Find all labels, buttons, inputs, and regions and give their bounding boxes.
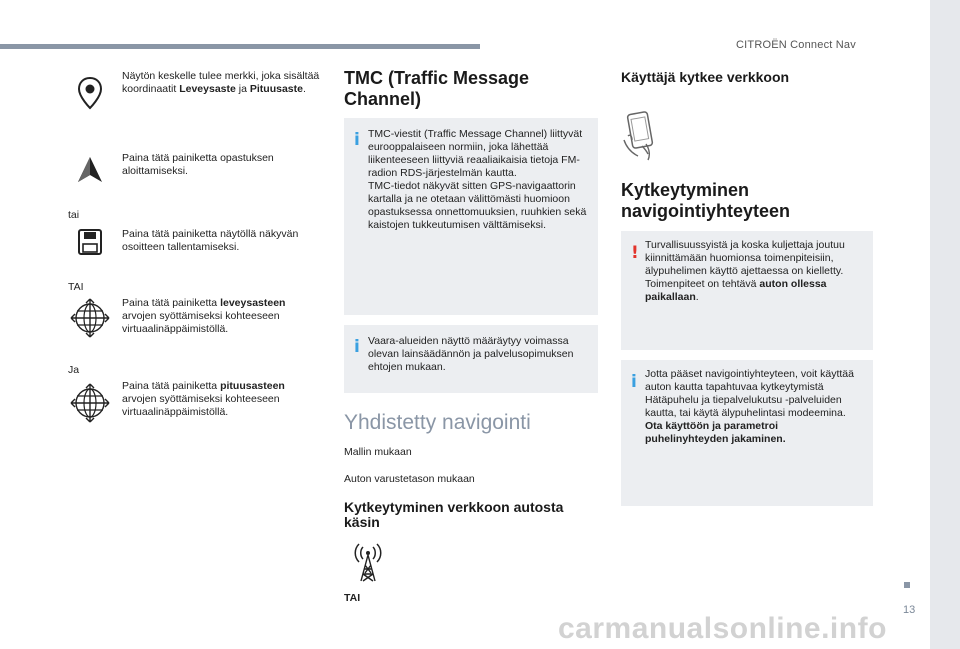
item-longitude-text: Paina tätä painiketta pituusasteen arvojen syöttämiseksi kohteeseen virtuaalinäppäimistöllä. — [122, 380, 285, 418]
item-latitude-text: Paina tätä painiketta leveysasteen arvojen syöttämiseksi kohteeseen virtuaalinäppäimistöllä. — [122, 297, 286, 335]
tmc-info-p1: TMC-viestit (Traffic Message Channel) liittyvät eurooppalaiseen normiin, joka lähettää liikenteeseen liittyviä reaaliaikaisia tietoja FM-radion RDS-järjestelmän kautta. — [368, 128, 583, 179]
info-icon: i — [631, 372, 637, 392]
brand-label: CITROËN Connect Nav — [736, 39, 856, 51]
hazard-info-box — [344, 325, 598, 393]
location-pin-icon — [76, 76, 104, 110]
item-start-guidance-text: Paina tätä painiketta opastuksen aloittamiseksi. — [122, 152, 274, 177]
connected-navigation-title: Yhdistetty navigointi — [344, 411, 531, 434]
header-rule — [0, 44, 480, 49]
globe-grid-icon — [70, 298, 110, 338]
user-connection-title: Käyttäjä kytkee verkkoon — [621, 69, 790, 85]
connection-info-p1: Jotta pääset navigointiyhteyteen, voit käyttää auton kautta tapahtuvaa kytkeytymistä Hätäpuhelu ja tiepalvelukutsu -palveluiden kautta, tai käytä älypuhelintasi modeemina. — [645, 368, 854, 419]
safety-warning-p2: Toimenpiteet on tehtävä auton ollessa paikallaan. — [645, 278, 827, 303]
watermark: carmanualsonline.info — [558, 612, 887, 645]
page-number: 13 — [903, 604, 916, 616]
tmc-info-p2: TMC-tiedot näkyvät sitten GPS-navigaattorin kartalla ja ne otetaan välittömästi huomioon opastuksessa onnettomuuksien, ruuhkien sekä kaistojen tukkeutumisen välttämiseksi. — [368, 180, 587, 231]
vehicle-connection-title: Kytkeytyminen verkkoon autosta käsin — [344, 499, 564, 530]
page-edge-band — [930, 0, 960, 649]
line-model: Mallin mukaan — [344, 446, 412, 458]
info-icon: i — [354, 130, 360, 150]
connection-info-box — [621, 360, 873, 506]
separator-tai: tai — [68, 209, 80, 221]
tmc-title: TMC (Traffic Message Channel) — [344, 68, 530, 109]
line-equipment: Auton varustetason mukaan — [344, 473, 475, 485]
warning-icon: ! — [631, 243, 639, 263]
connection-info-p2: Ota käyttöön ja parametroi puhelinyhteyden jakaminen. — [645, 420, 786, 445]
smartphone-hand-icon — [620, 110, 660, 162]
item-save-address-text: Paina tätä painiketta näytöllä näkyvän osoitteen tallentamiseksi. — [122, 228, 299, 253]
item-coordinates-text: Näytön keskelle tulee merkki, joka sisältää koordinaatit Leveysaste ja Pituusaste. — [122, 70, 320, 95]
tmc-info-box — [344, 118, 598, 315]
navigation-arrow-icon — [76, 155, 104, 185]
separator-tai-upper: TAI — [68, 281, 84, 293]
page-marker — [904, 582, 910, 588]
tai-label: TAI — [344, 592, 361, 604]
separator-ja: Ja — [68, 364, 80, 376]
hazard-info-text: Vaara-alueiden näyttö määräytyy voimassa olevan lainsäädännön ja palvelusopimuksen ehtojen mukaan. — [368, 335, 574, 373]
info-icon: i — [354, 337, 360, 357]
safety-warning-box — [621, 231, 873, 350]
save-disk-icon — [77, 228, 103, 256]
antenna-tower-icon — [352, 543, 384, 583]
globe-grid-icon — [70, 383, 110, 423]
navigation-connection-title: Kytkeytyminen navigointiyhteyteen — [621, 180, 791, 221]
safety-warning-p1: Turvallisuussyistä ja koska kuljettaja joutuu kiinnittämään huomionsa toimenpiteisiin, älypuhelimen käyttö ajettaessa on kielletty. — [645, 239, 845, 277]
